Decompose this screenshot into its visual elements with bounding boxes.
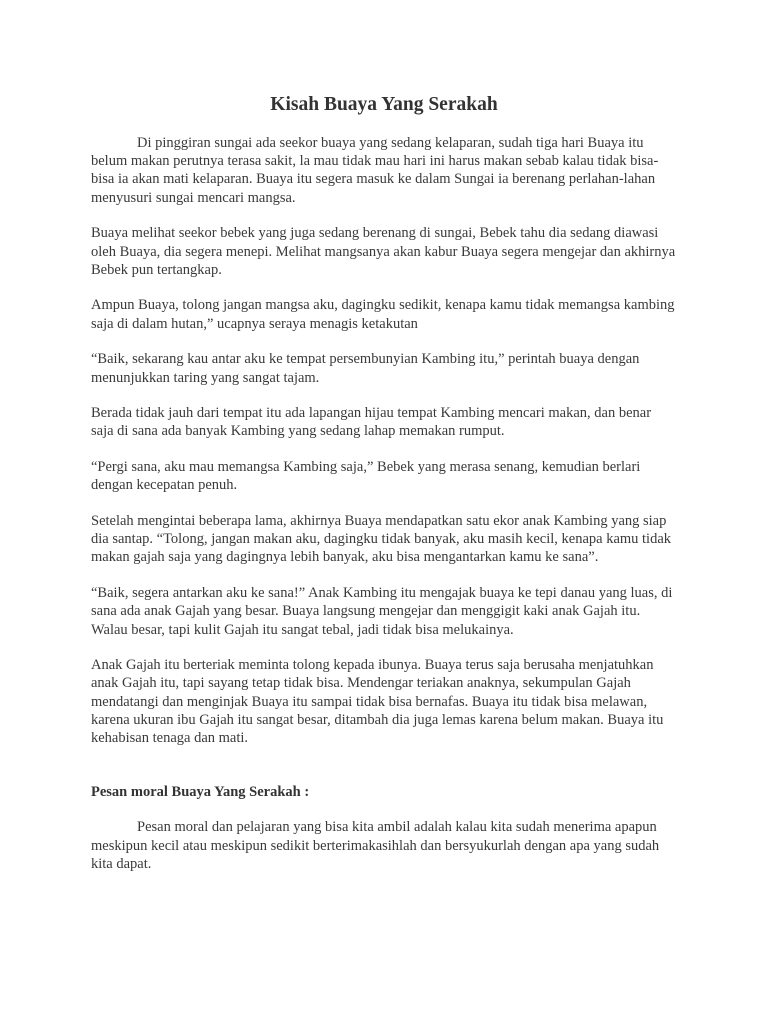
story-paragraph-8: “Baik, segera antarkan aku ke sana!” Anak Kambing itu mengajak buaya ke tepi danau yang luas, di sana ada anak Gajah yang besar. Buaya langsung mengejar dan menggigit kaki anak Gajah itu. Walau besar, tapi kulit Gajah itu sangat tebal, jadi tidak bisa melukainya. [91,585,673,638]
story-title: Kisah Buaya Yang Serakah [270,94,498,115]
story-paragraph-7: Setelah mengintai beberapa lama, akhirnya Buaya mendapatkan satu ekor anak Kambing yang siap dia santap. “Tolong, jangan makan aku, dagingku tidak banyak, aku masih kecil, kenapa kamu tidak makan gajah saja yang dagingnya lebih banyak, aku bisa mengantarkan kamu ke sana”. [91,513,672,566]
story-paragraph-4: “Baik, sekarang kau antar aku ke tempat persembunyian Kambing itu,” perintah buaya dengan menunjukkan taring yang sangat tajam. [91,351,640,386]
story-paragraph-1: Di pinggiran sungai ada seekor buaya yang sedang kelaparan, sudah tiga hari Buaya itu belum makan perutnya terasa sakit, la mau tidak mau hari ini harus makan sebab kalau tidak bisa-bisa ia akan mati kelaparan. Buaya itu segera masuk ke dalam Sungai ia berenang perlahan-lahan menyusuri sungai mencari mangsa. [91,135,659,206]
moral-heading: Pesan moral Buaya Yang Serakah : [91,784,310,801]
story-paragraph-2: Buaya melihat seekor bebek yang juga sedang berenang di sungai, Bebek tahu dia sedang diawasi oleh Buaya, dia segera menepi. Melihat mangsanya akan kabur Buaya segera mengejar dan akhirnya Bebek pun tertangkap. [91,225,676,278]
moral-paragraph: Pesan moral dan pelajaran yang bisa kita ambil adalah kalau kita sudah menerima apapun meskipun kecil atau meskipun sedikit berterimakasihlah dan bersyukurlah dengan apa yang sudah kita dapat. [91,819,660,872]
story-paragraph-3: Ampun Buaya, tolong jangan mangsa aku, dagingku sedikit, kenapa kamu tidak memangsa kambing saja di dalam hutan,” ucapnya seraya menagis ketakutan [91,297,675,332]
story-paragraph-9: Anak Gajah itu berteriak meminta tolong kepada ibunya. Buaya terus saja berusaha menjatuhkan anak Gajah itu, tapi sayang tetap tidak bisa. Mendengar teriakan anaknya, sekumpulan Gajah mendatangi dan menginjak Buaya itu sampai tidak bisa bernafas. Buaya itu tidak bisa melawan, karena ukuran ibu Gajah itu sangat besar, ditambah dia juga lemas karena belum makan. Buaya itu kehabisan tenaga dan mati. [91,657,664,747]
document-page [91,93,677,891]
story-paragraph-5: Berada tidak jauh dari tempat itu ada lapangan hijau tempat Kambing mencari makan, dan benar saja di sana ada banyak Kambing yang sedang lahap memakan rumput. [91,405,652,440]
story-paragraph-6: “Pergi sana, aku mau memangsa Kambing saja,” Bebek yang merasa senang, kemudian berlari dengan kecepatan penuh. [91,459,641,494]
